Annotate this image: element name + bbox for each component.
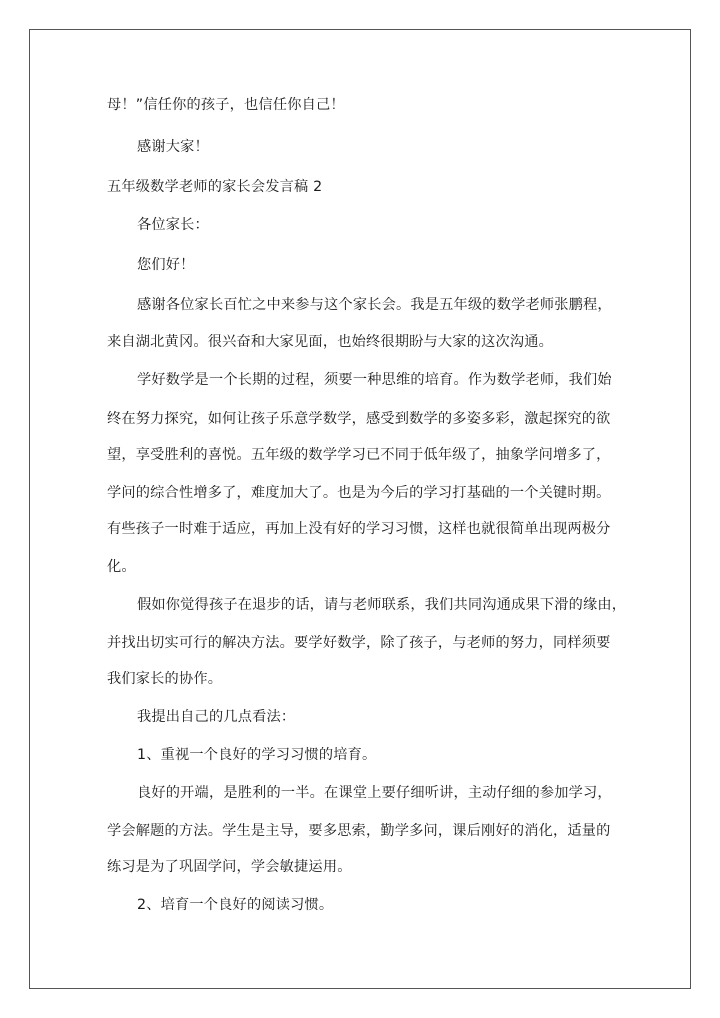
text-line: 来自湖北黄冈。很兴奋和大家见面，也始终很期盼与大家的这次沟通。	[107, 334, 554, 350]
text-line: 终在努力探究，如何让孩子乐意学数学，感受到数学的多姿多彩，激起探究的欲	[107, 411, 611, 427]
text-line: 学会解题的方法。学生是主导，要多思索，勤学多问，课后刚好的消化，适量的	[107, 823, 611, 839]
text-line: 我们家长的协作。	[107, 671, 223, 687]
text-line: 母！”信任你的孩子，也信任你自己！	[107, 97, 345, 113]
text-line: 感谢各位家长百忙之中来参与这个家长会。我是五年级的数学老师张鹏程，	[137, 297, 612, 313]
text-line: 您们好！	[137, 257, 195, 273]
text-line: 五年级数学老师的家长会发言稿 2	[107, 179, 323, 195]
text-line: 1、重视一个良好的学习习惯的培育。	[137, 747, 377, 763]
text-line: 各位家长：	[137, 217, 209, 233]
text-line: 感谢大家！	[137, 139, 209, 155]
text-line: 假如你觉得孩子在退步的话，请与老师联系，我们共同沟通成果下滑的缘由，	[137, 597, 627, 613]
text-line: 学问的综合性增多了，难度加大了。也是为今后的学习打基础的一个关键时期。	[107, 485, 611, 501]
page-frame	[29, 29, 691, 989]
text-line: 望，享受胜利的喜悦。五年级的数学学习已不同于低年级了，抽象学问增多了，	[107, 447, 611, 463]
text-line: 良好的开端，是胜利的一半。在课堂上要仔细听讲，主动仔细的参加学习，	[137, 785, 612, 801]
text-line: 我提出自己的几点看法：	[137, 709, 296, 725]
text-line: 2、培育一个良好的阅读习惯。	[137, 897, 334, 913]
text-line: 有些孩子一时难于适应，再加上没有好的学习习惯，这样也就很简单出现两极分	[107, 521, 611, 537]
text-line: 化。	[107, 559, 136, 575]
text-line: 学好数学是一个长期的过程，须要一种思维的培育。作为数学老师，我们始	[137, 372, 612, 388]
text-line: 并找出切实可行的解决方法。要学好数学，除了孩子，与老师的努力，同样须要	[107, 635, 611, 651]
text-line: 练习是为了巩固学问，学会敏捷运用。	[107, 859, 352, 875]
